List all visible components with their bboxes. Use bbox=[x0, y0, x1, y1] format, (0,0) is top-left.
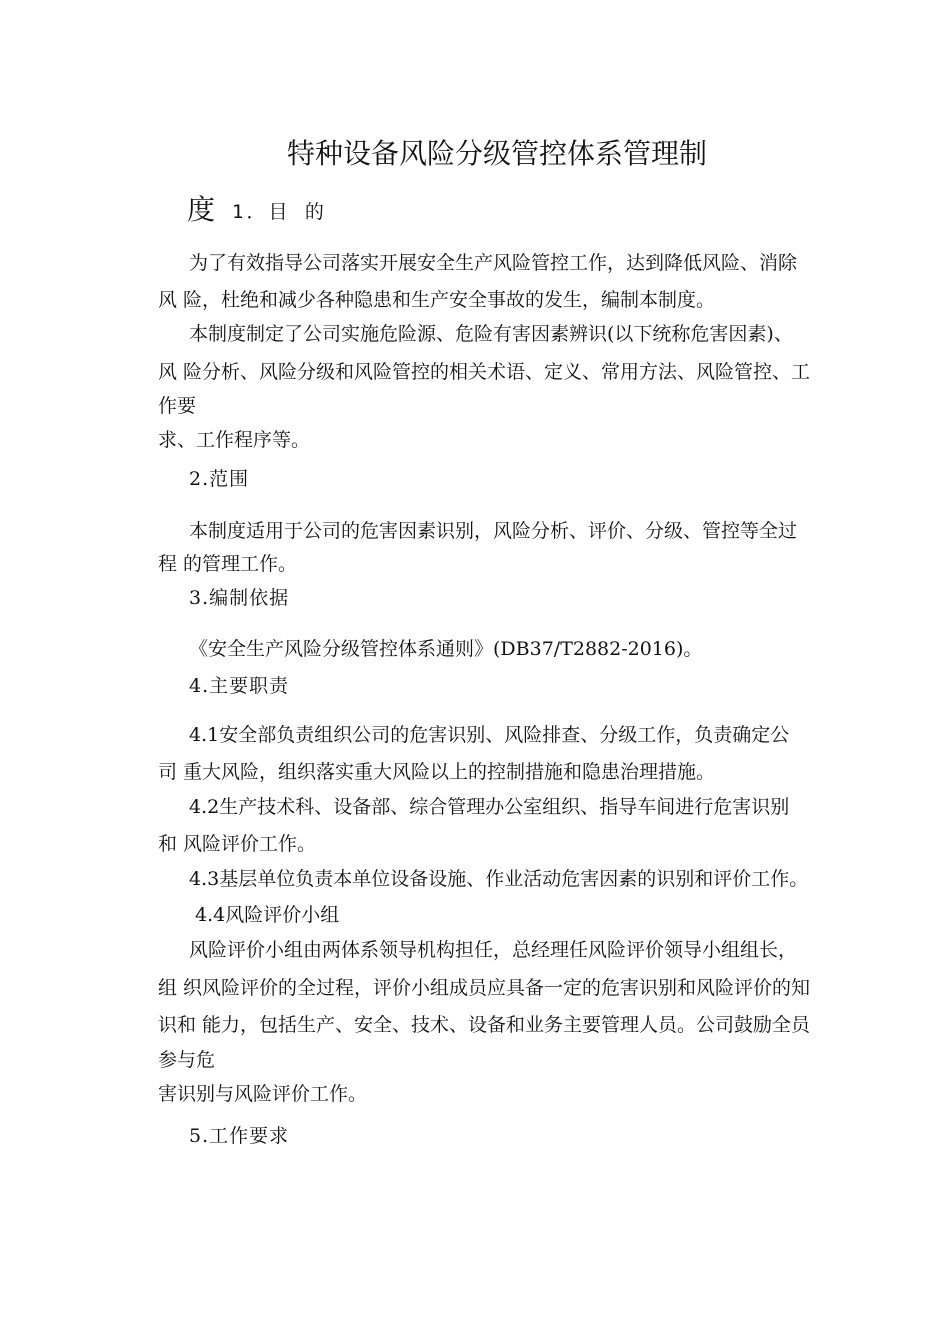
section-1-heading: 1．目 的 bbox=[232, 201, 327, 223]
subsection-4-4-heading: 4.4风险评价小组 bbox=[195, 904, 340, 926]
paragraph-line: 风险评价小组由两体系领导机构担任，总经理任风险评价领导小组组长， bbox=[189, 939, 798, 961]
paragraph-line: 求、工作程序等。 bbox=[158, 429, 311, 451]
paragraph-line: 参与危 bbox=[158, 1049, 216, 1071]
paragraph-line: 风 险，杜绝和减少各种隐患和生产安全事故的发生，编制本制度。 bbox=[158, 289, 716, 311]
paragraph-line: 本制度制定了公司实施危险源、危险有害因素辨识(以下统称危害因素)、 bbox=[189, 323, 793, 345]
paragraph-line: 程 的管理工作。 bbox=[158, 553, 298, 575]
paragraph-line: 风 险分析、风险分级和风险管控的相关术语、定义、常用方法、风险管控、工 bbox=[158, 361, 811, 383]
paragraph-line: 识和 能力，包括生产、安全、技术、设备和业务主要管理人员。公司鼓励全员 bbox=[158, 1014, 811, 1036]
section-4-heading: 4.主要职责 bbox=[189, 675, 290, 697]
paragraph-line: 4.1安全部负责组织公司的危害识别、风险排查、分级工作，负责确定公 bbox=[189, 724, 790, 746]
paragraph-line: 司 重大风险，组织落实重大风险以上的控制措施和隐患治理措施。 bbox=[158, 761, 716, 783]
paragraph-line: 和 风险评价工作。 bbox=[158, 833, 317, 855]
paragraph-line: 4.2生产技术科、设备部、综合管理办公室组织、指导车间进行危害识别 bbox=[189, 796, 790, 818]
section-2-heading: 2.范围 bbox=[189, 468, 250, 490]
paragraph-line: 作要 bbox=[158, 395, 197, 417]
paragraph-line: 为了有效指导公司落实开展安全生产风险管控工作，达到降低风险、消除 bbox=[189, 252, 798, 274]
reference-line: 《安全生产风险分级管控体系通则》(DB37/T2882-2016)。 bbox=[189, 638, 703, 660]
document-title-continued: 度 bbox=[187, 193, 216, 226]
paragraph-line: 害识别与风险评价工作。 bbox=[158, 1083, 368, 1105]
paragraph-line: 本制度适用于公司的危害因素识别，风险分析、评价、分级、管控等全过 bbox=[189, 520, 798, 542]
paragraph-line: 组 织风险评价的全过程，评价小组成员应具备一定的危害识别和风险评价的知 bbox=[158, 977, 811, 999]
section-5-heading: 5.工作要求 bbox=[189, 1125, 290, 1147]
section-3-heading: 3.编制依据 bbox=[189, 587, 290, 609]
paragraph-line: 4.3基层单位负责本单位设备设施、作业活动危害因素的识别和评价工作。 bbox=[189, 868, 809, 890]
document-title: 特种设备风险分级管控体系管理制 bbox=[287, 137, 708, 170]
